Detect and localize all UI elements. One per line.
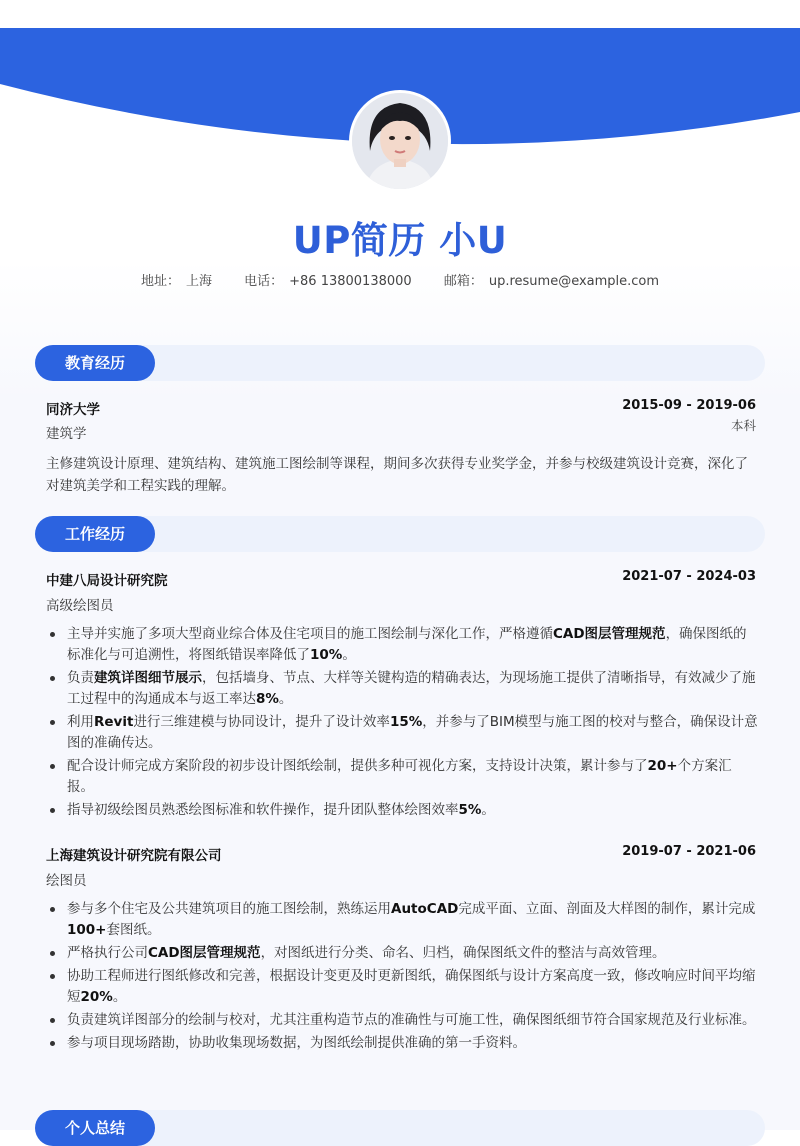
bullet-item: 配合设计师完成方案阶段的初步设计图纸绘制，提供多种可视化方案，支持设计决策，累计参与了20+个方案汇报。 <box>46 756 758 798</box>
contact-address: 地址： 上海 <box>140 274 212 289</box>
bullet-item: 指导初级绘图员熟悉绘图标准和软件操作，提升团队整体绘图效率5%。 <box>46 800 758 821</box>
company-name: 中建八局设计研究院 <box>46 573 168 589</box>
major: 建筑学 <box>46 426 87 442</box>
candidate-name: UP简历 小U <box>292 219 508 262</box>
bullet-item: 主导并实施了多项大型商业综合体及住宅项目的施工图绘制与深化工作，严格遵循CAD图层管理规范，确保图纸的标准化与可追溯性，将图纸错误率降低了10%。 <box>46 624 758 666</box>
section-title: 个人总结 <box>35 1110 155 1146</box>
contact-phone: 电话： +86 13800138000 <box>244 274 412 289</box>
education-entry-header <box>46 398 756 418</box>
contact-info <box>0 270 800 289</box>
bullet-item: 利用Revit进行三维建模与协同设计，提升了设计效率15%，并参与了BIM模型与施工图的校对与整合，确保设计意图的准确传达。 <box>46 712 758 754</box>
job-bullet-list <box>46 624 758 823</box>
bullet-item: 参与项目现场踏勘，协助收集现场数据，为图纸绘制提供准确的第一手资料。 <box>46 1033 758 1054</box>
work-section-header <box>35 516 765 552</box>
job-role: 绘图员 <box>46 873 87 889</box>
avatar-portrait-icon <box>352 93 448 189</box>
contact-email: 邮箱： up.resume@example.com <box>443 274 660 289</box>
avatar <box>352 93 448 189</box>
education-description: 主修建筑设计原理、建筑结构、建筑施工图绘制等课程，期间多次获得专业奖学金，并参与校级建筑设计竞赛，深化了对建筑美学和工程实践的理解。 <box>46 456 748 494</box>
job-entry-header <box>46 569 756 589</box>
job-bullet-list <box>46 899 758 1056</box>
section-title: 工作经历 <box>35 516 155 552</box>
job-date: 2021-07 - 2024-03 <box>622 569 756 584</box>
bullet-item: 协助工程师进行图纸修改和完善，根据设计变更及时更新图纸，确保图纸与设计方案高度一致，修改响应时间平均缩短20%。 <box>46 966 758 1008</box>
degree: 本科 <box>730 418 756 433</box>
education-section-header <box>35 345 765 381</box>
company-name: 上海建筑设计研究院有限公司 <box>46 848 222 864</box>
bullet-item: 严格执行公司CAD图层管理规范，对图纸进行分类、命名、归档，确保图纸文件的整洁与高效管理。 <box>46 943 758 964</box>
school-name: 同济大学 <box>46 402 100 418</box>
job-entry-header <box>46 844 756 864</box>
section-title: 教育经历 <box>35 345 155 381</box>
bullet-item: 参与多个住宅及公共建筑项目的施工图绘制，熟练运用AutoCAD完成平面、立面、剖面及大样图的制作，累计完成100+套图纸。 <box>46 899 758 941</box>
education-date: 2015-09 - 2019-06 <box>622 398 756 413</box>
summary-section-header <box>35 1110 765 1146</box>
bullet-item: 负责建筑详图部分的绘制与校对，尤其注重构造节点的准确性与可施工性，确保图纸细节符合国家规范及行业标准。 <box>46 1010 758 1031</box>
education-sub <box>46 418 756 442</box>
job-role: 高级绘图员 <box>46 598 114 614</box>
job-date: 2019-07 - 2021-06 <box>622 844 756 859</box>
bullet-item: 负责建筑详图细节展示，包括墙身、节点、大样等关键构造的精确表达，为现场施工提供了清晰指导，有效减少了施工过程中的沟通成本与返工率达8%。 <box>46 668 758 710</box>
